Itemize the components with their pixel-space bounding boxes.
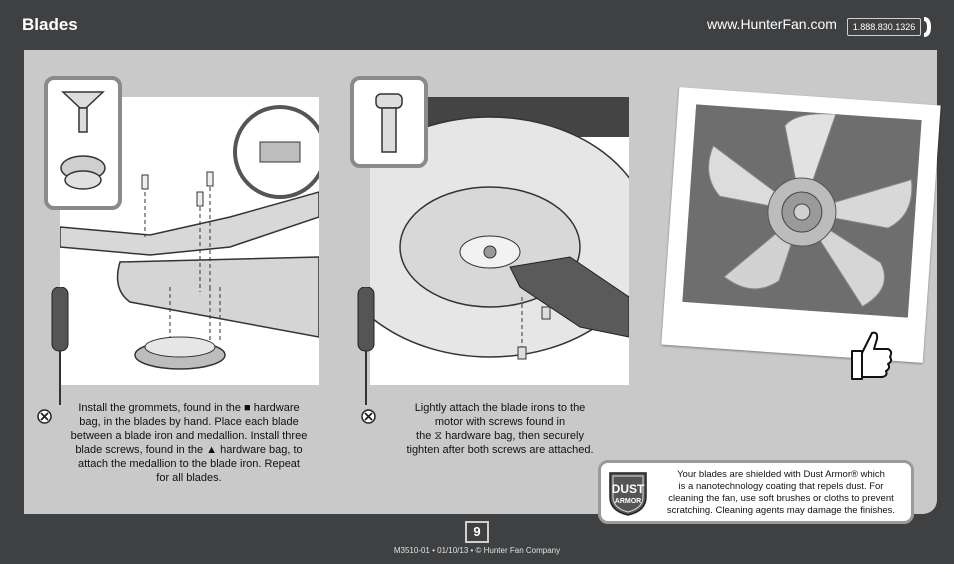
screwdriver-icon — [49, 287, 71, 405]
installed-fan-photo — [661, 87, 940, 363]
dust-line: is a nanotechnology coating that repels dust. For — [678, 481, 884, 492]
page-number: 9 — [465, 521, 489, 543]
footer-text: M3510-01 • 01/10/13 • © Hunter Fan Company — [393, 546, 561, 555]
step1-hardware-inset — [44, 76, 122, 210]
step2-hardware-inset — [350, 76, 428, 168]
website-link[interactable]: www.HunterFan.com — [707, 16, 837, 32]
dust-armor-text — [653, 469, 909, 517]
step1-line: attach the medallion to the blade iron. Repeat — [78, 458, 300, 470]
step1-line: between a blade iron and medallion. Install three — [70, 430, 308, 442]
step1-instructions — [54, 401, 324, 485]
step2-line: the ⧖ hardware bag, then securely — [416, 430, 584, 442]
dust-logo-bottom: ARMOR — [614, 498, 642, 505]
attention-icon — [361, 409, 376, 424]
step2-line: motor with screws found in — [434, 416, 566, 428]
dust-line: cleaning the fan, use soft brushes or cloths to prevent — [668, 493, 894, 504]
thumbs-up-icon — [846, 327, 894, 381]
dust-logo-top: DUST — [611, 482, 645, 496]
step1-line: bag, in the blades by hand. Place each blade — [79, 416, 299, 428]
step2-instructions — [380, 401, 620, 457]
dust-armor-logo — [606, 469, 650, 517]
step2-line: Lightly attach the blade irons to the — [414, 402, 586, 414]
dust-line: Your blades are shielded with Dust Armor® which — [677, 469, 885, 480]
step1-line: for all blades. — [156, 472, 222, 484]
phone-icon — [922, 16, 932, 38]
step1-line: blade screws, found in the ▲ hardware bag, to — [75, 444, 303, 456]
screwdriver-icon — [355, 287, 377, 405]
dust-line: scratching. Cleaning agents may damage the finishes. — [666, 505, 896, 516]
dust-armor-callout — [598, 460, 914, 524]
step2-line: tighten after both screws are attached. — [406, 444, 594, 456]
fan-photo-image — [682, 104, 921, 317]
step1-line: Install the grommets, found in the ■ hardware — [78, 402, 300, 414]
phone-number: 1.888.830.1326 — [847, 18, 921, 36]
attention-icon — [37, 409, 52, 424]
page-title: Blades — [22, 15, 78, 34]
